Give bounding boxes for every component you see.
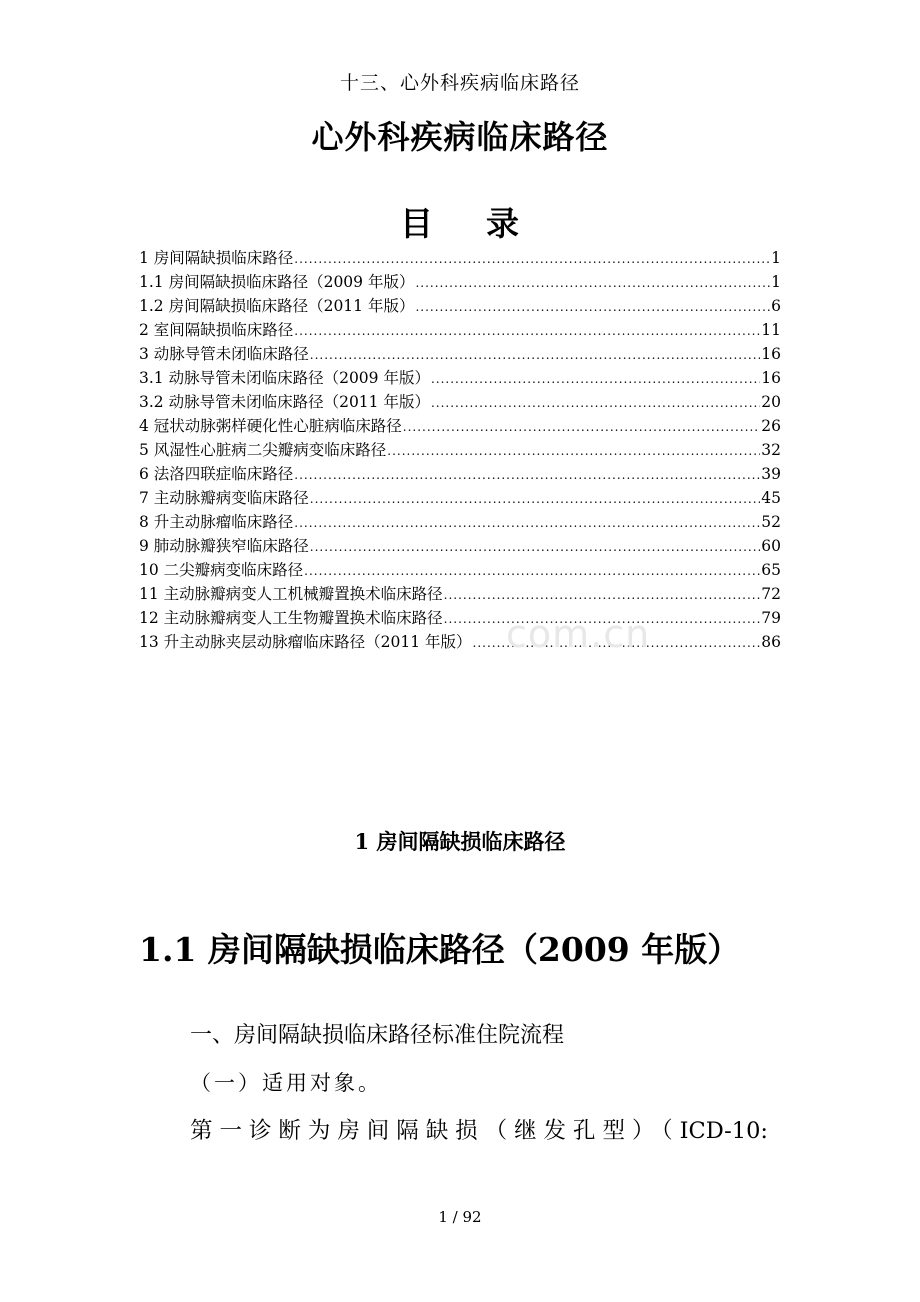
toc-heading-right: 录 xyxy=(486,204,520,243)
toc-entry-page: 26 xyxy=(761,417,781,435)
toc-entry-label: 10 二尖瓣病变临床路径 xyxy=(139,561,304,579)
toc-entry-page: 1 xyxy=(771,273,781,291)
toc-leader-dots xyxy=(415,295,770,318)
running-header: 十三、心外科疾病临床路径 xyxy=(339,72,580,94)
toc-leader-dots xyxy=(403,415,760,438)
toc-entry[interactable] xyxy=(139,294,781,318)
document-title: 心外科疾病临床路径 xyxy=(311,118,609,156)
toc-entry-label: 4 冠状动脉粥样硬化性心脏病临床路径 xyxy=(139,417,402,435)
toc-entry[interactable] xyxy=(139,558,781,582)
toc-entry[interactable] xyxy=(139,582,781,606)
toc-entry-label: 8 升主动脉瘤临床路径 xyxy=(139,513,294,531)
toc-entry-page: 52 xyxy=(761,513,781,531)
toc-entry-label: 2 室间隔缺损临床路径 xyxy=(139,321,294,339)
toc-entry[interactable] xyxy=(139,366,781,390)
toc-entry-label: 9 肺动脉瓣狭窄临床路径 xyxy=(139,537,309,555)
toc-leader-dots xyxy=(294,247,770,270)
toc-entry-page: 79 xyxy=(761,609,781,627)
toc-entry-page: 72 xyxy=(761,585,781,603)
toc-entry[interactable] xyxy=(139,510,781,534)
toc-entry-label: 3 动脉导管未闭临床路径 xyxy=(139,345,309,363)
toc-leader-dots xyxy=(310,535,760,558)
toc-entry-page: 11 xyxy=(761,321,781,339)
toc-entry-page: 45 xyxy=(761,489,781,507)
toc-entry-label: 7 主动脉瓣病变临床路径 xyxy=(139,489,309,507)
subsection-heading: 1.1 房间隔缺损临床路径（2009 年版） xyxy=(139,930,741,969)
toc-entry-page: 1 xyxy=(771,249,781,267)
toc-entry[interactable] xyxy=(139,534,781,558)
toc-entry-label: 13 升主动脉夹层动脉瘤临床路径（2011 年版） xyxy=(139,633,472,651)
watermark: com.cn xyxy=(506,612,651,656)
toc-entry-label: 3.1 动脉导管未闭临床路径（2009 年版） xyxy=(139,369,430,387)
toc-entry-label: 1 房间隔缺损临床路径 xyxy=(139,249,294,267)
toc-leader-dots xyxy=(304,559,760,582)
toc-entry-page: 16 xyxy=(761,369,781,387)
toc-entry[interactable] xyxy=(139,462,781,486)
toc-entry[interactable] xyxy=(139,246,781,270)
toc-entry[interactable] xyxy=(139,342,781,366)
toc-entry-page: 32 xyxy=(761,441,781,459)
clause-heading: （一）适用对象。 xyxy=(190,1071,382,1095)
toc-entry[interactable] xyxy=(139,270,781,294)
toc-entry[interactable] xyxy=(139,318,781,342)
table-of-contents xyxy=(139,246,781,654)
toc-leader-dots xyxy=(310,343,760,366)
toc-leader-dots xyxy=(294,463,760,486)
toc-entry[interactable] xyxy=(139,390,781,414)
body-text: 第一诊断为房间隔缺损（继发孔型）（ICD-10: xyxy=(190,1118,768,1144)
toc-entry-page: 6 xyxy=(771,297,781,315)
toc-heading-left: 目 xyxy=(400,204,434,243)
toc-leader-dots xyxy=(387,439,760,462)
toc-leader-dots xyxy=(431,367,760,390)
toc-leader-dots xyxy=(431,391,760,414)
toc-entry-label: 12 主动脉瓣病变人工生物瓣置换术临床路径 xyxy=(139,609,443,627)
toc-entry[interactable] xyxy=(139,438,781,462)
toc-entry-label: 3.2 动脉导管未闭临床路径（2011 年版） xyxy=(139,393,430,411)
part-heading: 一、房间隔缺损临床路径标准住院流程 xyxy=(190,1023,565,1048)
toc-entry[interactable] xyxy=(139,414,781,438)
toc-entry-label: 1.2 房间隔缺损临床路径（2011 年版） xyxy=(139,297,415,315)
toc-entry-page: 16 xyxy=(761,345,781,363)
toc-entry-page: 20 xyxy=(761,393,781,411)
toc-entry[interactable] xyxy=(139,486,781,510)
toc-entry-label: 5 风湿性心脏病二尖瓣病变临床路径 xyxy=(139,441,387,459)
page-number-footer: 1 / 92 xyxy=(438,1208,482,1226)
toc-leader-dots xyxy=(294,511,760,534)
toc-entry[interactable] xyxy=(139,630,781,654)
toc-entry-label: 11 主动脉瓣病变人工机械瓣置换术临床路径 xyxy=(139,585,443,603)
toc-entry-label: 6 法洛四联症临床路径 xyxy=(139,465,294,483)
toc-leader-dots xyxy=(415,271,770,294)
toc-entry[interactable] xyxy=(139,606,781,630)
section-heading: 1 房间隔缺损临床路径 xyxy=(354,829,566,854)
toc-entry-page: 65 xyxy=(761,561,781,579)
toc-leader-dots xyxy=(310,487,760,510)
toc-entry-page: 60 xyxy=(761,537,781,555)
toc-leader-dots xyxy=(444,583,761,606)
toc-heading xyxy=(0,198,920,245)
toc-leader-dots xyxy=(294,319,760,342)
toc-entry-label: 1.1 房间隔缺损临床路径（2009 年版） xyxy=(139,273,415,291)
toc-entry-page: 86 xyxy=(761,633,781,651)
toc-entry-page: 39 xyxy=(761,465,781,483)
